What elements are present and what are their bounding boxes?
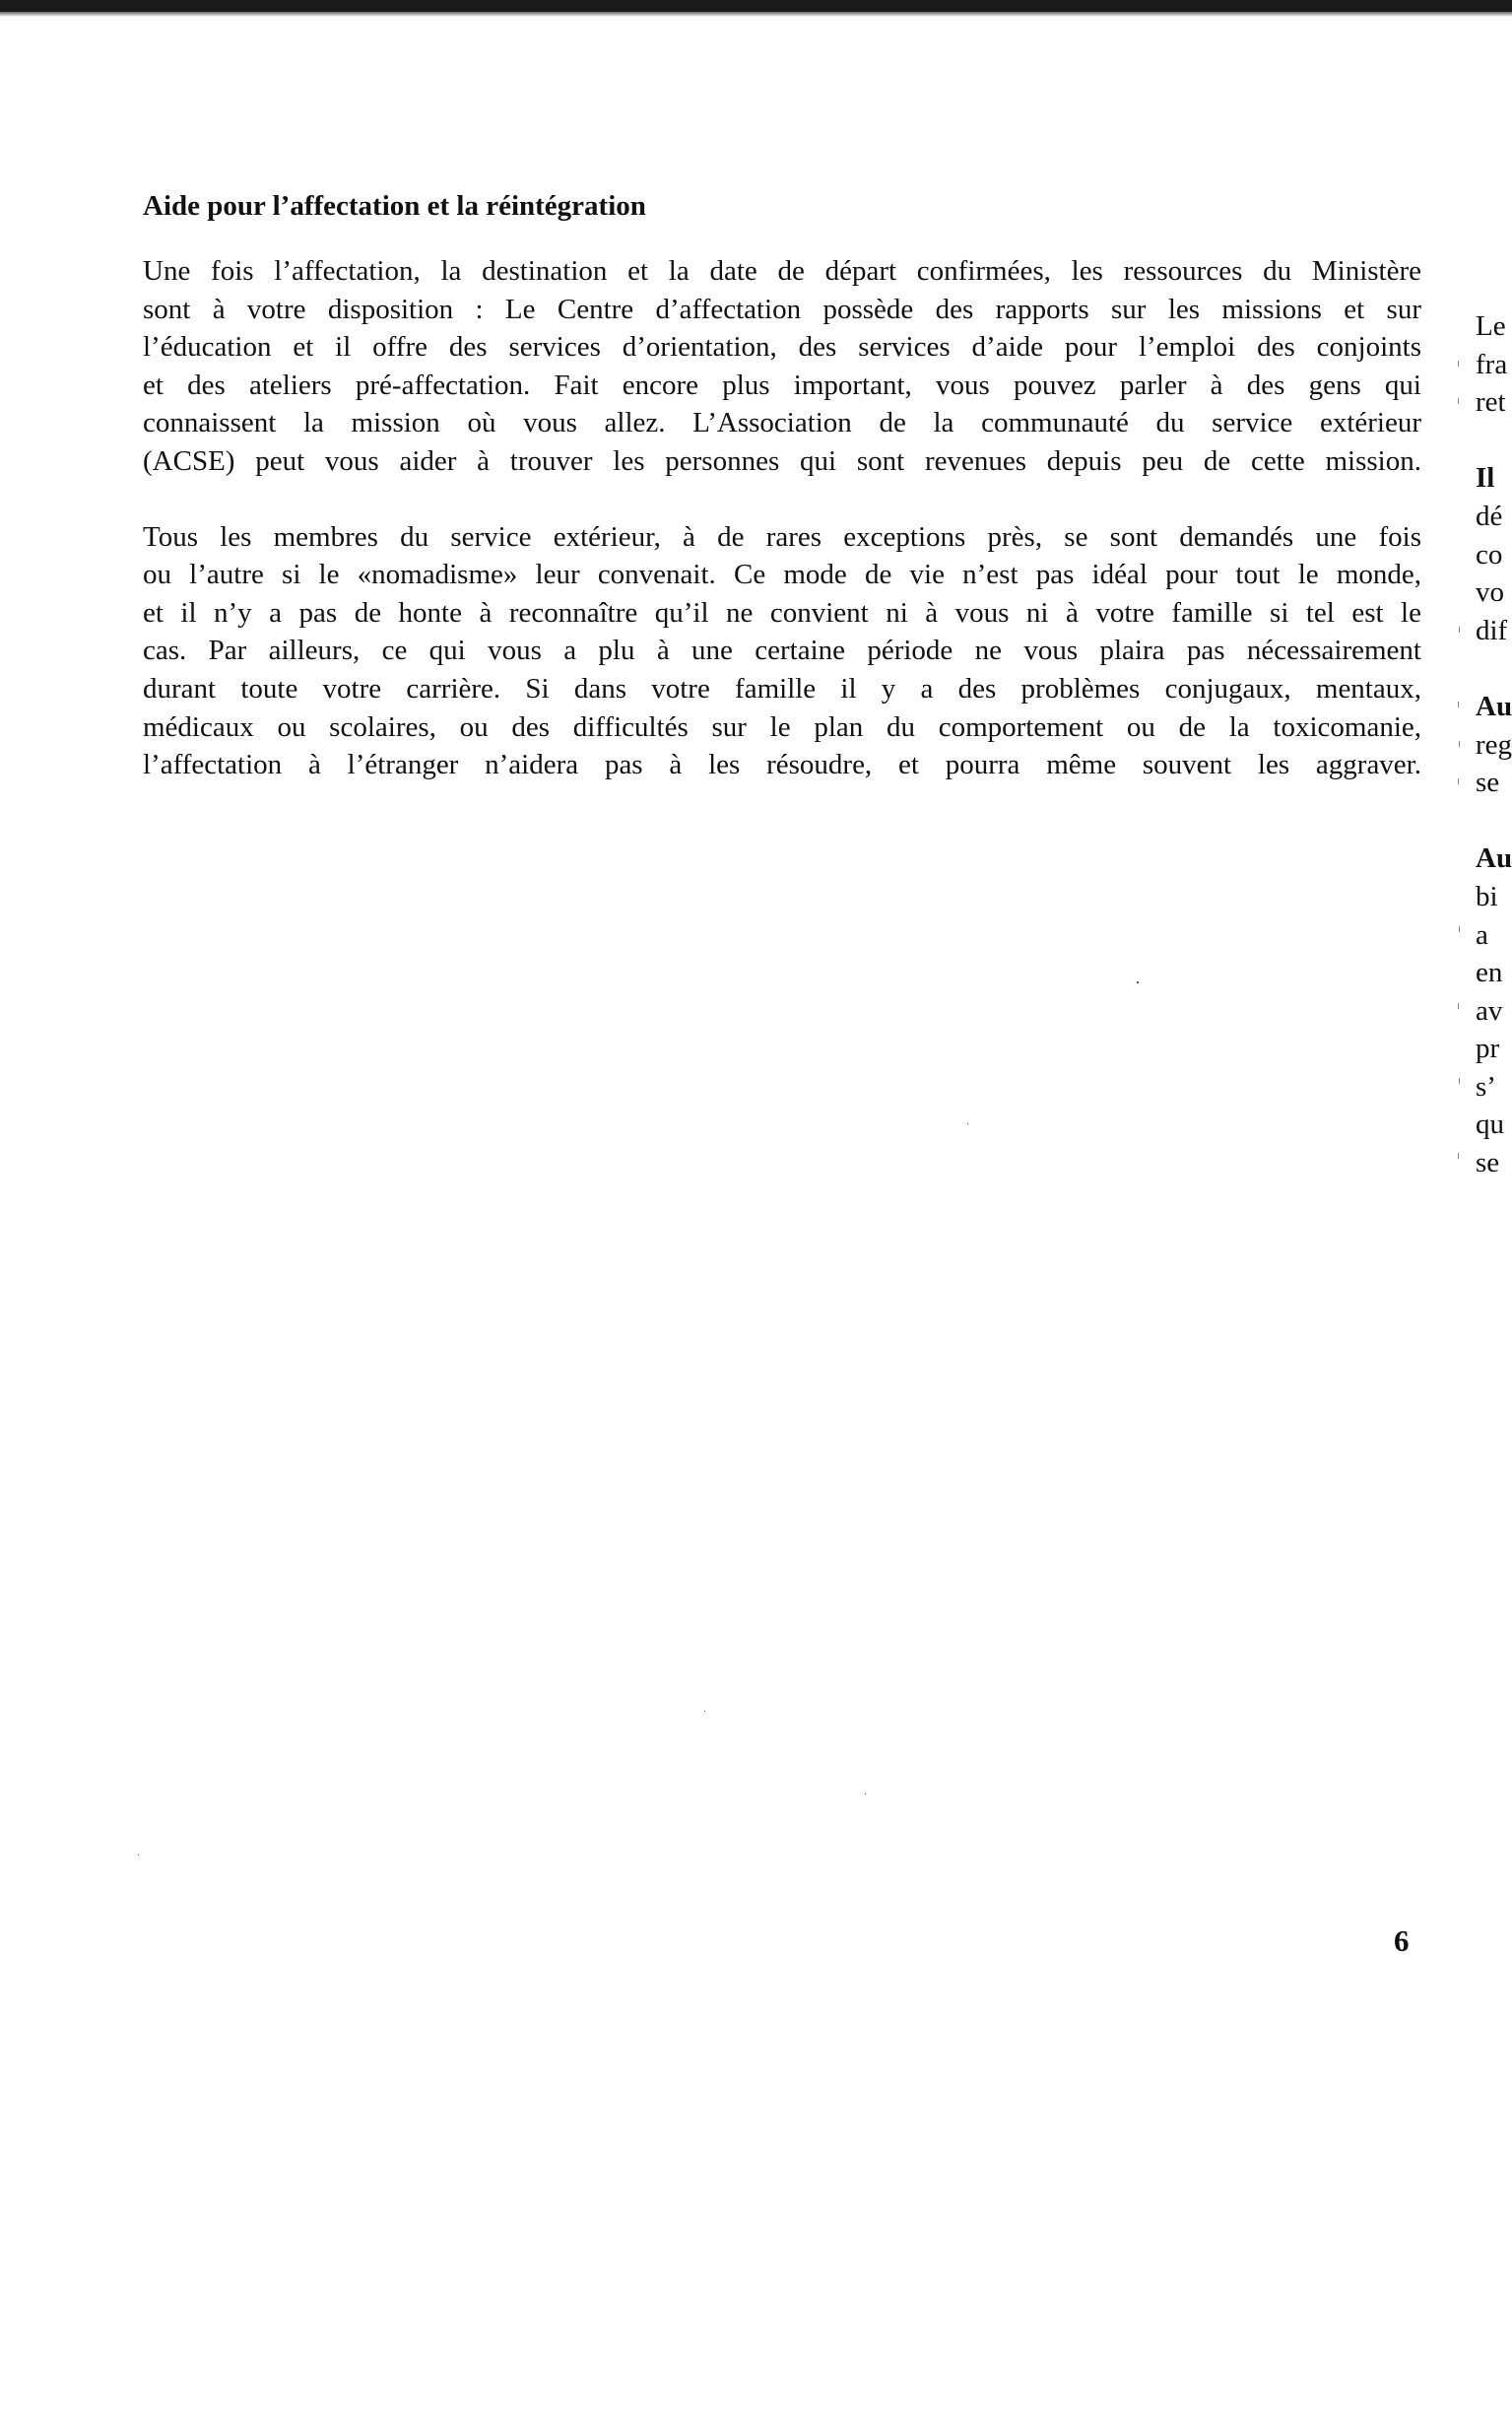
fragment-text: dé [1476,500,1503,532]
fragment-text: vo [1476,576,1504,609]
gutter-mark [1459,741,1460,747]
paragraph-line: sont à votre disposition : Le Centre d’affectation possède des rapports sur les missions et sur [143,293,1421,325]
fragment-text: s’ [1476,1070,1496,1103]
paragraph-1 [143,252,1421,481]
fragment-gap [1476,802,1512,840]
fragment-text: en [1476,957,1503,989]
fragment-text: bi [1476,880,1498,912]
paragraph-line: médicaux ou scolaires, ou des difficultés sur le plan du comportement ou de la toxicomanie, [143,710,1421,743]
adjacent-page-fragments [1476,307,1512,1182]
fragment-text: qu [1476,1109,1504,1141]
fragment-text: pr [1476,1033,1500,1065]
fragment-text: co [1476,538,1503,571]
scan-speck [865,1793,866,1794]
scan-speck [138,1854,139,1855]
scan-speck [967,1123,968,1124]
fragment-text: Il [1476,462,1495,495]
paragraph-line: l’éducation et il offre des services d’orientation, des services d’aide pour l’emploi des conjoints [143,331,1421,364]
scan-speck [1137,981,1139,983]
fragment-text: av [1476,994,1503,1027]
paragraph-line: (ACSE) peut vous aider à trouver les personnes qui sont revenues depuis peu de cette mission. [143,444,1421,477]
gutter-mark [1458,702,1459,707]
paragraph-2 [143,518,1421,784]
paragraph-line: Une fois l’affectation, la destination et la date de départ confirmées, les ressources du Ministère [143,255,1421,287]
gutter-mark [1458,778,1459,784]
fragment-text: se [1476,1147,1500,1179]
paragraph-line: Tous les membres du service extérieur, à de rares exceptions près, se sont demandés une fois [143,520,1421,553]
page-number: 6 [1394,1923,1410,1958]
gutter-mark [1459,926,1460,932]
fragment-text: Au [1476,842,1512,875]
gutter-mark [1458,1153,1459,1159]
fragment-gap [1476,649,1512,688]
fragment-text: se [1476,767,1500,799]
fragment-text: Au [1476,690,1512,722]
paragraph-line: cas. Par ailleurs, ce qui vous a plu à une certaine période ne vous plaira pas nécessairement [143,635,1421,667]
scan-speck [704,1711,705,1712]
scan-top-border [0,0,1512,12]
paragraph-line: durant toute votre carrière. Si dans votre famille il y a des problèmes conjugaux, mentaux, [143,672,1421,705]
section-heading: Aide pour l’affectation et la réintégration [143,190,646,222]
gutter-mark [1459,627,1460,633]
fragment-text: Le [1476,310,1506,342]
paragraph-line: et il n’y a pas de honte à reconnaître qu’il ne convient ni à vous ni à votre famille si tel est le [143,596,1421,629]
scan-top-border-shadow [0,12,1512,17]
paragraph-line: connaissent la mission où vous allez. L’Association de la communauté du service extérieur [143,407,1421,439]
paragraph-line: ou l’autre si le «nomadisme» leur convenait. Ce mode de vie n’est pas idéal pour tout le monde, [143,559,1421,591]
main-text-column [143,187,1421,822]
gutter-mark [1459,1078,1460,1084]
fragment-text: reg [1476,728,1512,761]
fragment-text: fra [1476,348,1508,380]
paragraph-line: l’affectation à l’étranger n’aidera pas à les résoudre, et pourra même souvent les aggraver. [143,749,1421,781]
fragment-text: dif [1476,614,1508,646]
fragment-text: ret [1476,386,1506,419]
gutter-mark [1458,398,1459,404]
fragment-gap [1476,422,1512,460]
paragraph-line: et des ateliers pré-affectation. Fait encore plus important, vous pouvez parler à des gens qui [143,369,1421,401]
gutter-mark [1458,361,1459,367]
fragment-text: a [1476,918,1488,951]
gutter-mark [1458,1003,1459,1009]
